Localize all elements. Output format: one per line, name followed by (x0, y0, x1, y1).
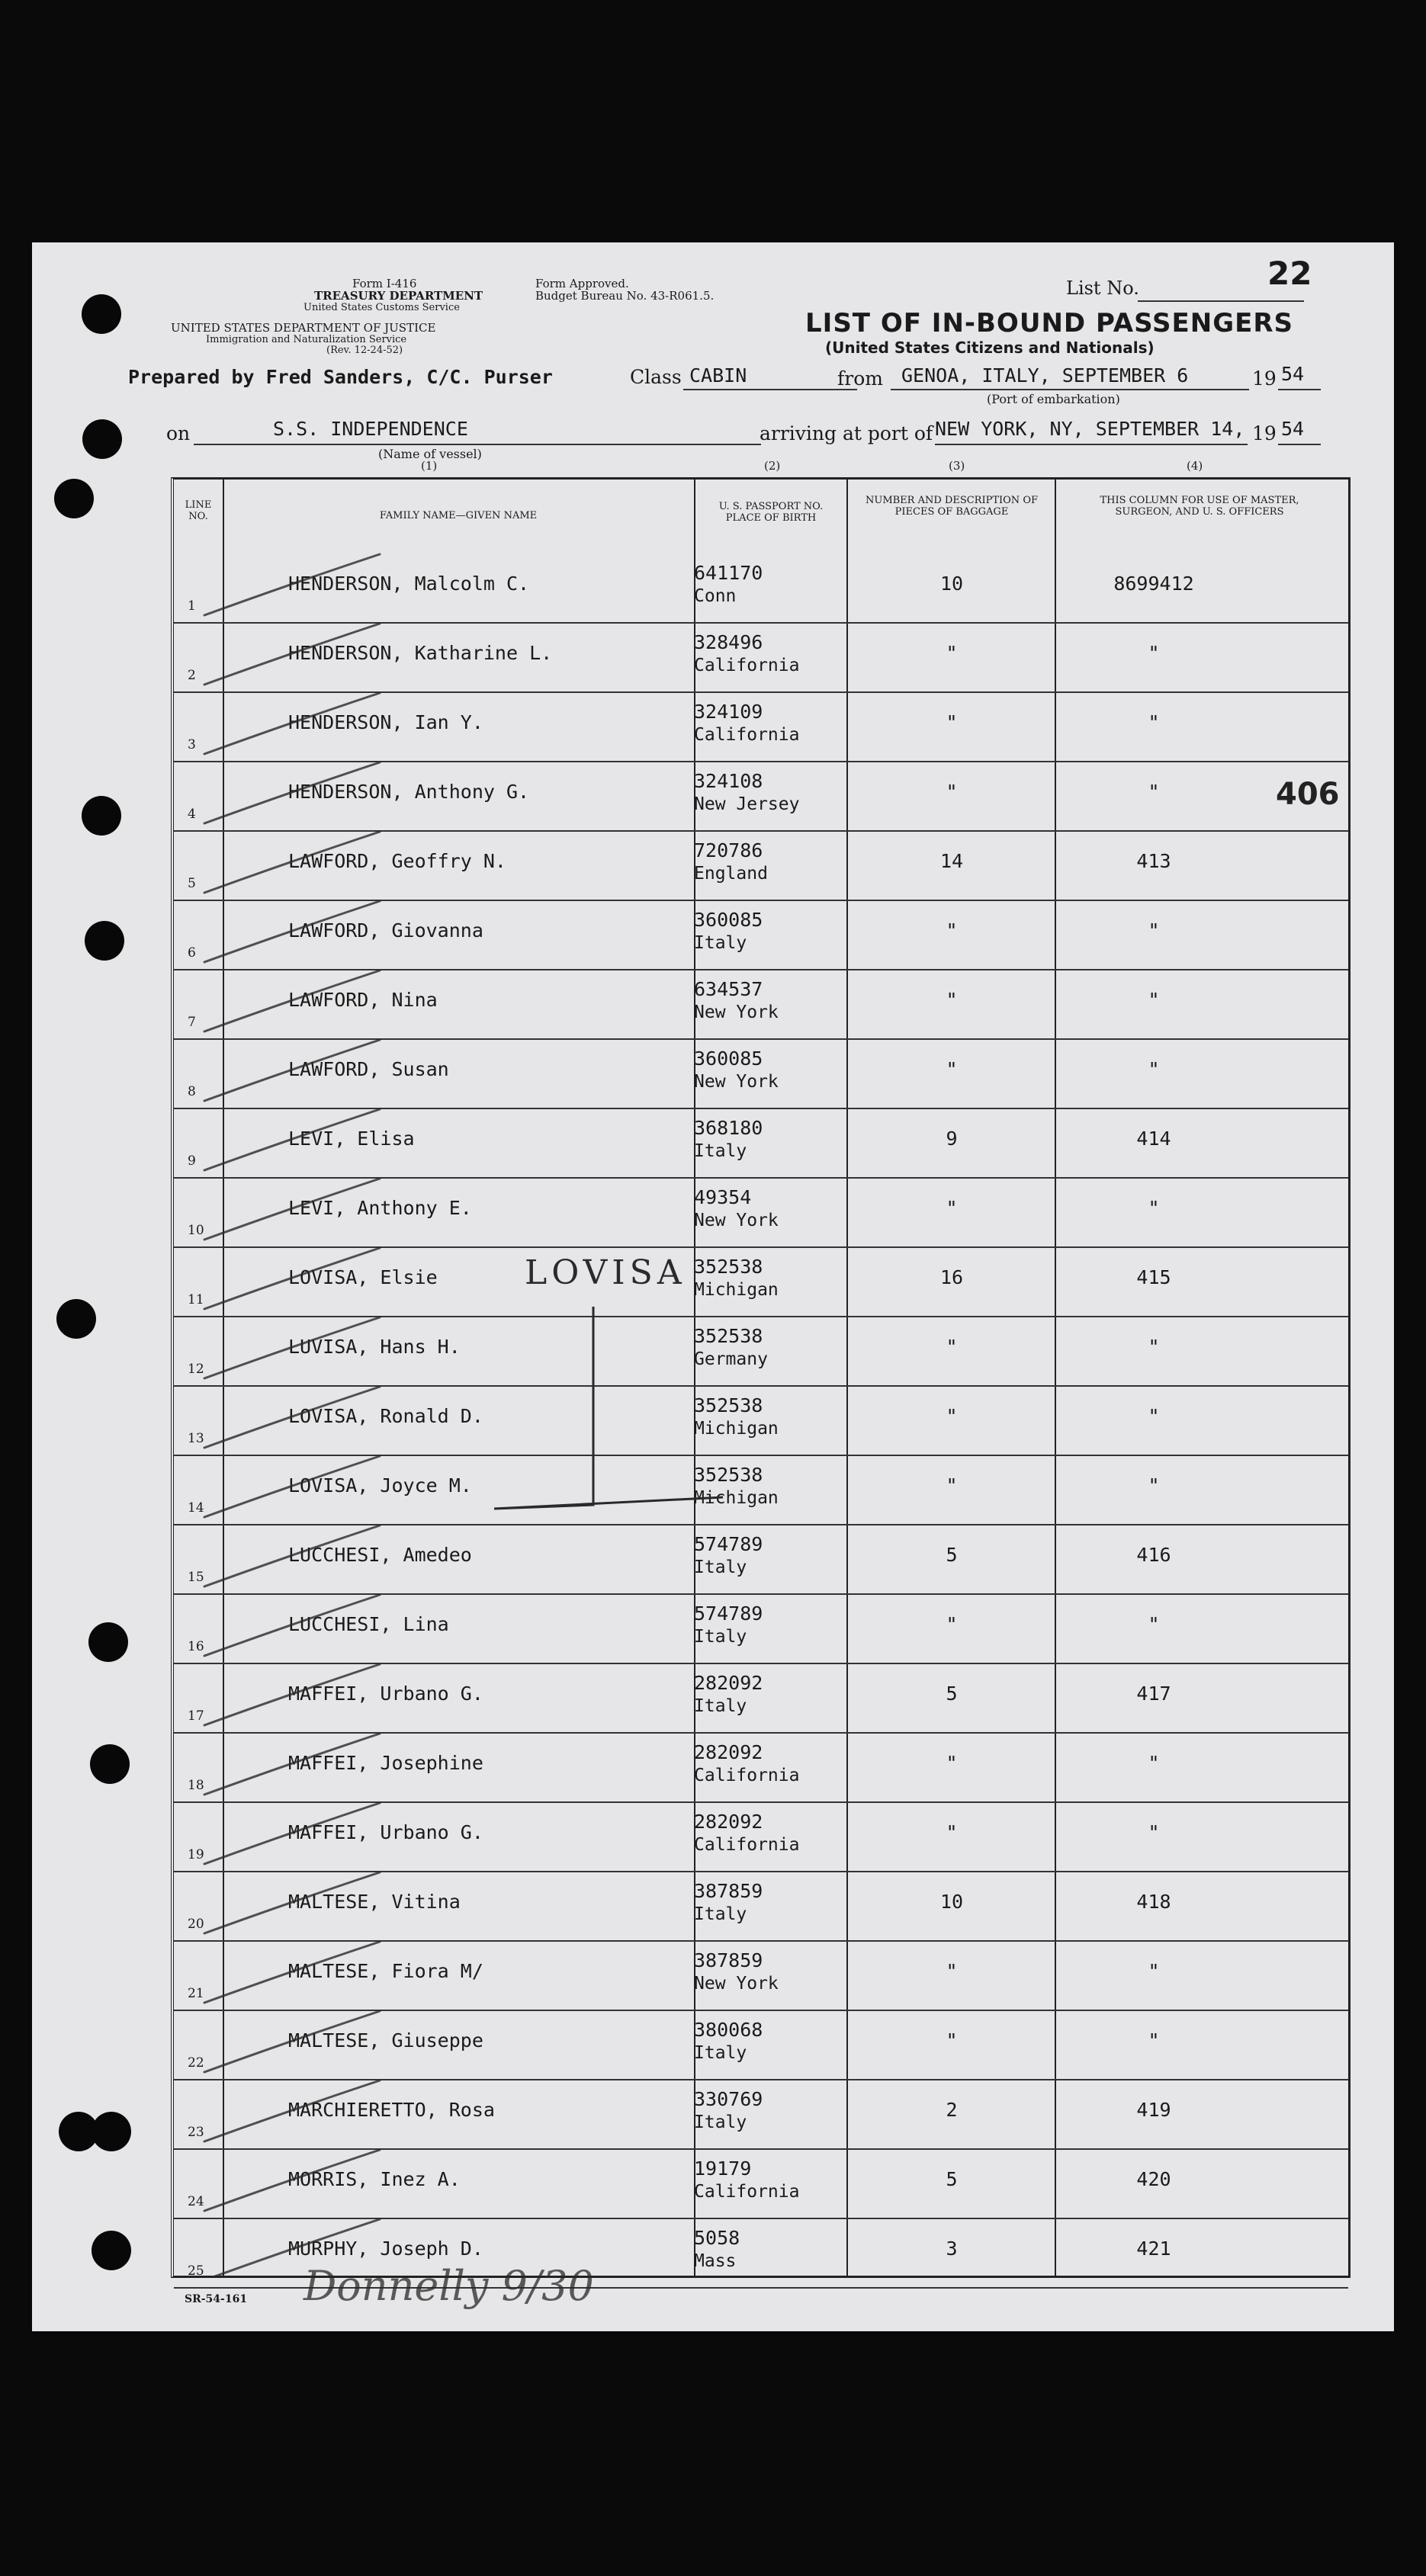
handwritten-correction: LOVISA (525, 1253, 686, 1292)
list-no-value: 22 (1267, 255, 1312, 292)
baggage-count: 3 (946, 2238, 958, 2260)
arrival-year: 54 (1281, 418, 1305, 440)
place-of-birth: New York (694, 1072, 779, 1092)
place-of-birth: California (694, 656, 800, 675)
officer-entry: " (1148, 919, 1160, 942)
passport-number: 352538 (694, 1394, 763, 1416)
line-number: 14 (188, 1500, 204, 1516)
passenger-name: MALTESE, Giuseppe (288, 2029, 483, 2051)
col-header-officers: THIS COLUMN FOR USE OF MASTER, SURGEON, AND U. S. OFFICERS (1100, 495, 1299, 518)
line-number: 12 (188, 1362, 204, 1377)
binder-hole (85, 921, 124, 961)
port-embark-caption: (Port of embarkation) (987, 392, 1120, 406)
line-number: 15 (188, 1570, 204, 1585)
officer-entry: 8699412 (1113, 573, 1194, 595)
line-number: 8 (188, 1084, 196, 1099)
officer-entry: 413 (1136, 850, 1171, 872)
line-number: 22 (188, 2055, 204, 2071)
vessel-name: S.S. INDEPENDENCE (273, 418, 468, 440)
form-revision: (Rev. 12-24-52) (326, 345, 403, 356)
passenger-name: HENDERSON, Ian Y. (288, 711, 483, 733)
line-number: 16 (188, 1639, 204, 1654)
passenger-name: LEVI, Anthony E. (288, 1197, 472, 1219)
baggage-count: 10 (939, 573, 964, 595)
passenger-name: LEVI, Elisa (288, 1128, 415, 1150)
place-of-birth: New York (694, 1211, 779, 1230)
baggage-count: " (946, 642, 958, 664)
line-number: 2 (188, 668, 196, 683)
col-header-baggage: NUMBER AND DESCRIPTION OF PIECES OF BAGGAGE (865, 495, 1038, 518)
embark-year: 54 (1281, 363, 1305, 385)
year-label: 19 (1252, 367, 1277, 390)
officer-entry: " (1148, 2029, 1160, 2051)
baggage-count: " (946, 781, 958, 803)
passport-number: 387859 (694, 1949, 763, 1971)
table-row (174, 1525, 1348, 1595)
passport-number: 282092 (694, 1741, 763, 1763)
signature: Donnelly 9/30 (304, 2262, 594, 2310)
baggage-count: " (946, 1613, 958, 1635)
table-row (174, 1179, 1348, 1248)
baggage-count: " (946, 1058, 958, 1080)
baggage-count: " (946, 2029, 958, 2051)
column-number-1: (1) (421, 459, 438, 473)
column-number-2: (2) (764, 459, 781, 473)
passport-number: 387859 (694, 1880, 763, 1902)
place-of-birth: Michigan (694, 1280, 779, 1300)
line-number: 19 (188, 1847, 204, 1862)
officer-entry: 417 (1136, 1683, 1171, 1705)
place-of-birth: Italy (694, 1141, 747, 1161)
table-row (174, 1942, 1348, 2011)
table-row (174, 1040, 1348, 1109)
place-of-birth: Michigan (694, 1488, 779, 1508)
arriving-label: arriving at port of (760, 422, 933, 444)
officer-entry: " (1148, 1613, 1160, 1635)
baggage-count: 5 (946, 1683, 958, 1705)
officer-entry: " (1148, 642, 1160, 664)
passport-number: 380068 (694, 2019, 763, 2041)
baggage-count: 5 (946, 2168, 958, 2190)
baggage-count: 9 (946, 1128, 958, 1150)
baggage-count: " (946, 1405, 958, 1427)
officer-entry: 419 (1136, 2099, 1171, 2121)
place-of-birth: California (694, 1766, 800, 1785)
place-of-birth: California (694, 725, 800, 745)
form-code: SR-54-161 (185, 2293, 248, 2305)
officer-entry: " (1148, 1197, 1160, 1219)
passport-number: 360085 (694, 909, 763, 931)
officer-entry: " (1148, 1336, 1160, 1358)
embark-port-value: GENOA, ITALY, SEPTEMBER 6 (901, 364, 1189, 387)
table-row (174, 1803, 1348, 1872)
table-row (174, 1595, 1348, 1664)
table-row (174, 624, 1348, 693)
officer-entry: 415 (1136, 1266, 1171, 1288)
col-header-passport: U. S. PASSPORT NO. PLACE OF BIRTH (718, 501, 824, 524)
table-row (174, 693, 1348, 762)
table-row (174, 1872, 1348, 1942)
baggage-count: " (946, 1336, 958, 1358)
place-of-birth: Italy (694, 1904, 747, 1924)
baggage-count: 5 (946, 1544, 958, 1566)
passport-number: 352538 (694, 1325, 763, 1347)
officer-entry: " (1148, 989, 1160, 1011)
passport-number: 574789 (694, 1602, 763, 1625)
table-row (174, 1387, 1348, 1456)
passport-number: 49354 (694, 1186, 752, 1208)
passport-number: 368180 (694, 1117, 763, 1139)
officer-entry: " (1148, 1405, 1160, 1427)
place-of-birth: Italy (694, 2043, 747, 2063)
customs-service: United States Customs Service (304, 302, 460, 313)
line-number: 11 (188, 1292, 204, 1307)
passenger-manifest-page (32, 242, 1394, 2331)
binder-hole (82, 294, 121, 334)
class-value: CABIN (689, 364, 747, 387)
officer-entry: 414 (1136, 1128, 1171, 1150)
passenger-name: MORRIS, Inez A. (288, 2168, 461, 2190)
passport-number: 324109 (694, 701, 763, 723)
line-number: 23 (188, 2125, 204, 2140)
place-of-birth: New York (694, 1974, 779, 1994)
place-of-birth: Italy (694, 933, 747, 953)
year-label: 19 (1252, 422, 1277, 444)
passenger-name: LUVISA, Hans H. (288, 1336, 461, 1358)
passport-number: 641170 (694, 562, 763, 584)
list-no-label: List No. (1066, 277, 1139, 299)
passenger-name: LUCCHESI, Lina (288, 1613, 449, 1635)
line-number: 10 (188, 1223, 204, 1238)
passenger-name: LAWFORD, Susan (288, 1058, 449, 1080)
form-number: Form I-416 (352, 277, 417, 290)
binder-hole (88, 1622, 128, 1662)
place-of-birth: Michigan (694, 1419, 779, 1439)
passport-number: 5058 (694, 2227, 740, 2249)
binder-hole (92, 2112, 131, 2151)
passenger-name: MARCHIERETTO, Rosa (288, 2099, 495, 2121)
officer-entry: 416 (1136, 1544, 1171, 1566)
passport-number: 360085 (694, 1047, 763, 1070)
officer-entry: 420 (1136, 2168, 1171, 2190)
baggage-count: 14 (939, 850, 964, 872)
place-of-birth: Germany (694, 1349, 768, 1369)
col-header-name: FAMILY NAME—GIVEN NAME (379, 510, 538, 521)
place-of-birth: New Jersey (694, 794, 800, 814)
baggage-count: 16 (939, 1266, 964, 1288)
passenger-name: LAWFORD, Geoffry N. (288, 850, 506, 872)
line-number: 7 (188, 1015, 196, 1030)
passenger-name: LOVISA, Ronald D. (288, 1405, 483, 1427)
table-row (174, 970, 1348, 1040)
line-number: 21 (188, 1986, 204, 2001)
binder-hole (82, 419, 122, 459)
place-of-birth: Italy (694, 2112, 747, 2132)
passenger-name: LAWFORD, Giovanna (288, 919, 483, 942)
baggage-count: 2 (946, 2099, 958, 2121)
handwritten-number: 406 (1276, 777, 1340, 812)
class-label: Class (630, 366, 682, 388)
line-number: 4 (188, 807, 196, 822)
from-label: from (837, 367, 883, 390)
table-row (174, 1734, 1348, 1803)
place-of-birth: California (694, 1835, 800, 1855)
baggage-count: " (946, 919, 958, 942)
officer-entry: " (1148, 781, 1160, 803)
passenger-name: LUCCHESI, Amedeo (288, 1544, 472, 1566)
officer-entry: " (1148, 1821, 1160, 1843)
table-row (174, 554, 1348, 624)
binder-hole (54, 479, 94, 518)
passport-number: 352538 (694, 1464, 763, 1486)
table-row (174, 1456, 1348, 1525)
passenger-name: MALTESE, Fiora M/ (288, 1960, 483, 1982)
place-of-birth: England (694, 864, 768, 884)
baggage-count: " (946, 1821, 958, 1843)
line-number: 18 (188, 1778, 204, 1793)
passport-number: 720786 (694, 839, 763, 861)
column-number-4: (4) (1187, 459, 1203, 473)
officer-entry: " (1148, 1058, 1160, 1080)
budget-bureau: Budget Bureau No. 43-R061.5. (535, 289, 715, 303)
passenger-name: LAWFORD, Nina (288, 989, 438, 1011)
table-row (174, 2011, 1348, 2080)
line-number: 1 (188, 598, 196, 614)
passenger-name: MAFFEI, Urbano G. (288, 1821, 483, 1843)
passenger-name: MALTESE, Vitina (288, 1891, 461, 1913)
officer-entry: " (1148, 711, 1160, 733)
passport-number: 282092 (694, 1811, 763, 1833)
arrival-port-value: NEW YORK, NY, SEPTEMBER 14, (935, 418, 1245, 440)
table-row (174, 901, 1348, 970)
document-title: LIST OF IN-BOUND PASSENGERS (805, 308, 1293, 338)
passport-number: 324108 (694, 770, 763, 792)
table-row (174, 2150, 1348, 2219)
line-number: 9 (188, 1153, 196, 1169)
place-of-birth: California (694, 2182, 800, 2202)
baggage-count: " (946, 711, 958, 733)
passport-number: 330769 (694, 2088, 763, 2110)
on-label: on (166, 422, 191, 444)
place-of-birth: Conn (694, 586, 737, 606)
passport-number: 282092 (694, 1672, 763, 1694)
table-row (174, 762, 1348, 832)
prepared-by: Prepared by Fred Sanders, C/C. Purser (128, 366, 553, 388)
line-number: 25 (188, 2263, 204, 2279)
passport-number: 19179 (694, 2157, 752, 2180)
column-number-3: (3) (949, 459, 965, 473)
line-number: 24 (188, 2194, 204, 2209)
binder-hole (56, 1299, 96, 1339)
officer-entry: " (1148, 1960, 1160, 1982)
officer-entry: " (1148, 1474, 1160, 1497)
passport-number: 352538 (694, 1256, 763, 1278)
vessel-caption: (Name of vessel) (378, 447, 482, 461)
officer-entry: " (1148, 1752, 1160, 1774)
treasury-dept: TREASURY DEPARTMENT (314, 289, 483, 303)
passenger-name: MAFFEI, Josephine (288, 1752, 483, 1774)
passport-number: 574789 (694, 1533, 763, 1555)
table-row (174, 2080, 1348, 2150)
line-number: 17 (188, 1708, 204, 1724)
place-of-birth: Italy (694, 1696, 747, 1716)
passenger-name: HENDERSON, Katharine L. (288, 642, 553, 664)
table-row (174, 1248, 1348, 1317)
baggage-count: " (946, 989, 958, 1011)
table-row (174, 1317, 1348, 1387)
line-number: 6 (188, 945, 196, 961)
binder-hole (82, 796, 121, 836)
baggage-count: " (946, 1474, 958, 1497)
baggage-count: " (946, 1752, 958, 1774)
table-row (174, 1664, 1348, 1734)
table-row (174, 832, 1348, 901)
officer-entry: 421 (1136, 2238, 1171, 2260)
line-number: 5 (188, 876, 196, 891)
passenger-name: HENDERSON, Malcolm C. (288, 573, 530, 595)
form-approved: Form Approved. (535, 277, 629, 290)
baggage-count: " (946, 1197, 958, 1219)
baggage-count: 10 (939, 1891, 964, 1913)
line-number: 20 (188, 1917, 204, 1932)
place-of-birth: Italy (694, 1557, 747, 1577)
col-header-line-no: LINE NO. (185, 499, 212, 522)
line-number: 3 (188, 737, 196, 752)
place-of-birth: Mass (694, 2251, 737, 2271)
binder-hole (90, 1744, 130, 1784)
line-number: 13 (188, 1431, 204, 1446)
passport-number: 328496 (694, 631, 763, 653)
ins-service: Immigration and Naturalization Service (206, 334, 407, 345)
passport-number: 634537 (694, 978, 763, 1000)
passenger-name: LOVISA, Joyce M. (288, 1474, 472, 1497)
officer-entry: 418 (1136, 1891, 1171, 1913)
document-subtitle: (United States Citizens and Nationals) (825, 338, 1155, 357)
passenger-name: MAFFEI, Urbano G. (288, 1683, 483, 1705)
place-of-birth: Italy (694, 1627, 747, 1647)
binder-hole (92, 2231, 131, 2270)
table-row (174, 1109, 1348, 1179)
passenger-name: LOVISA, Elsie (288, 1266, 438, 1288)
place-of-birth: New York (694, 1002, 779, 1022)
passenger-name: HENDERSON, Anthony G. (288, 781, 530, 803)
baggage-count: " (946, 1960, 958, 1982)
passenger-name: MURPHY, Joseph D. (288, 2238, 483, 2260)
justice-dept: UNITED STATES DEPARTMENT OF JUSTICE (171, 321, 436, 335)
